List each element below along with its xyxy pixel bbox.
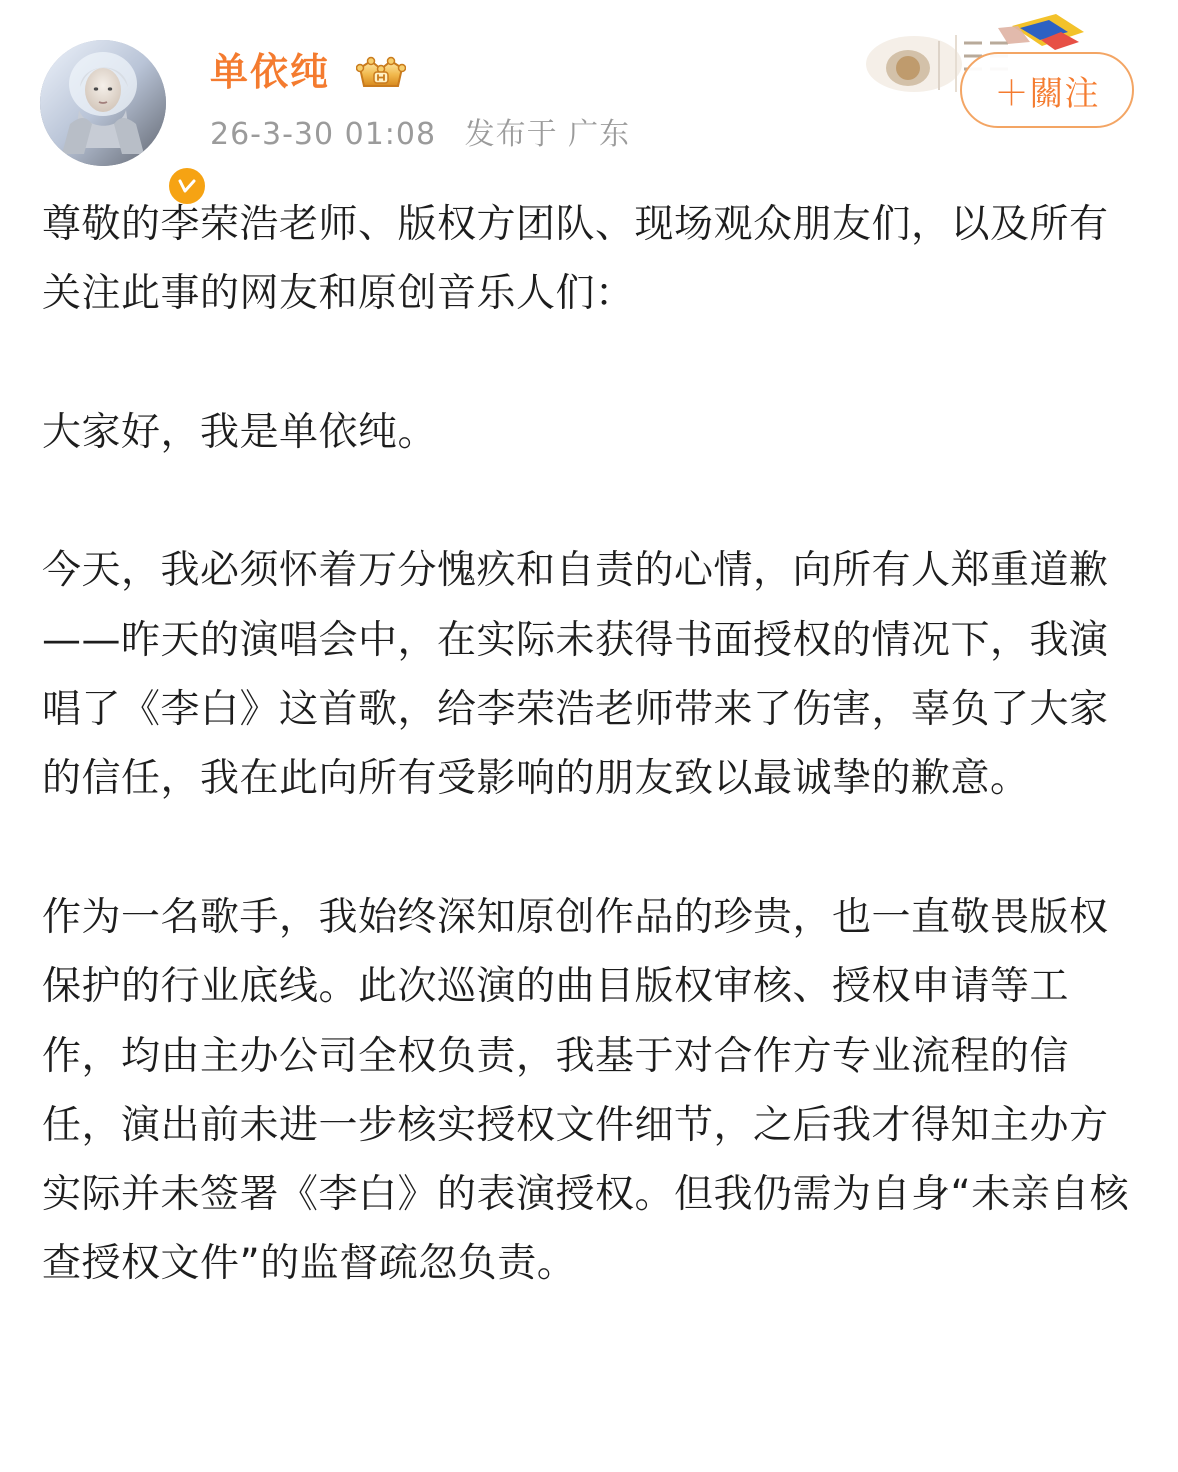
paragraph-apology: 今天，我必须怀着万分愧疚和自责的心情，向所有人郑重道歉——昨天的演唱会中，在实际未获得书面授权的情况下，我演唱了《李白》这首歌，给李荣浩老师带来了伤害，辜负了大家的信任，我在此向所有受影响的朋友致以最诚挚的歉意。 <box>42 548 1109 802</box>
paragraph-greeting: 尊敬的李荣浩老师、版权方团队、现场观众朋友们，以及所有关注此事的网友和原创音乐人们： <box>42 202 1109 317</box>
post-location: 发布于 广东 <box>464 117 631 152</box>
vip-crown-icon <box>356 52 406 94</box>
avatar[interactable] <box>40 40 166 166</box>
post-time: 26-3-30 01:08 <box>210 117 437 152</box>
author-name[interactable]: 单依纯 <box>210 50 331 94</box>
paragraph-explanation: 作为一名歌手，我始终深知原创作品的珍贵，也一直敬畏版权保护的行业底线。此次巡演的曲目版权审核、授权申请等工作，均由主办公司全权负责，我基于对合作方专业流程的信任，演出前未进一步核实授权文件细节，之后我才得知主办方实际并未签署《李白》的表演授权。但我仍需为自身“未亲自核查授权文件”的监督疏忽负责。 <box>42 894 1130 1287</box>
paragraph-intro: 大家好，我是单依纯。 <box>42 409 438 455</box>
post-header <box>0 0 1178 180</box>
post-meta <box>210 113 630 157</box>
follow-button[interactable]: ＋關注 <box>960 52 1134 128</box>
avatar-image <box>40 40 166 166</box>
post-content <box>42 190 1132 1299</box>
author-avatar-wrap[interactable] <box>40 40 166 166</box>
